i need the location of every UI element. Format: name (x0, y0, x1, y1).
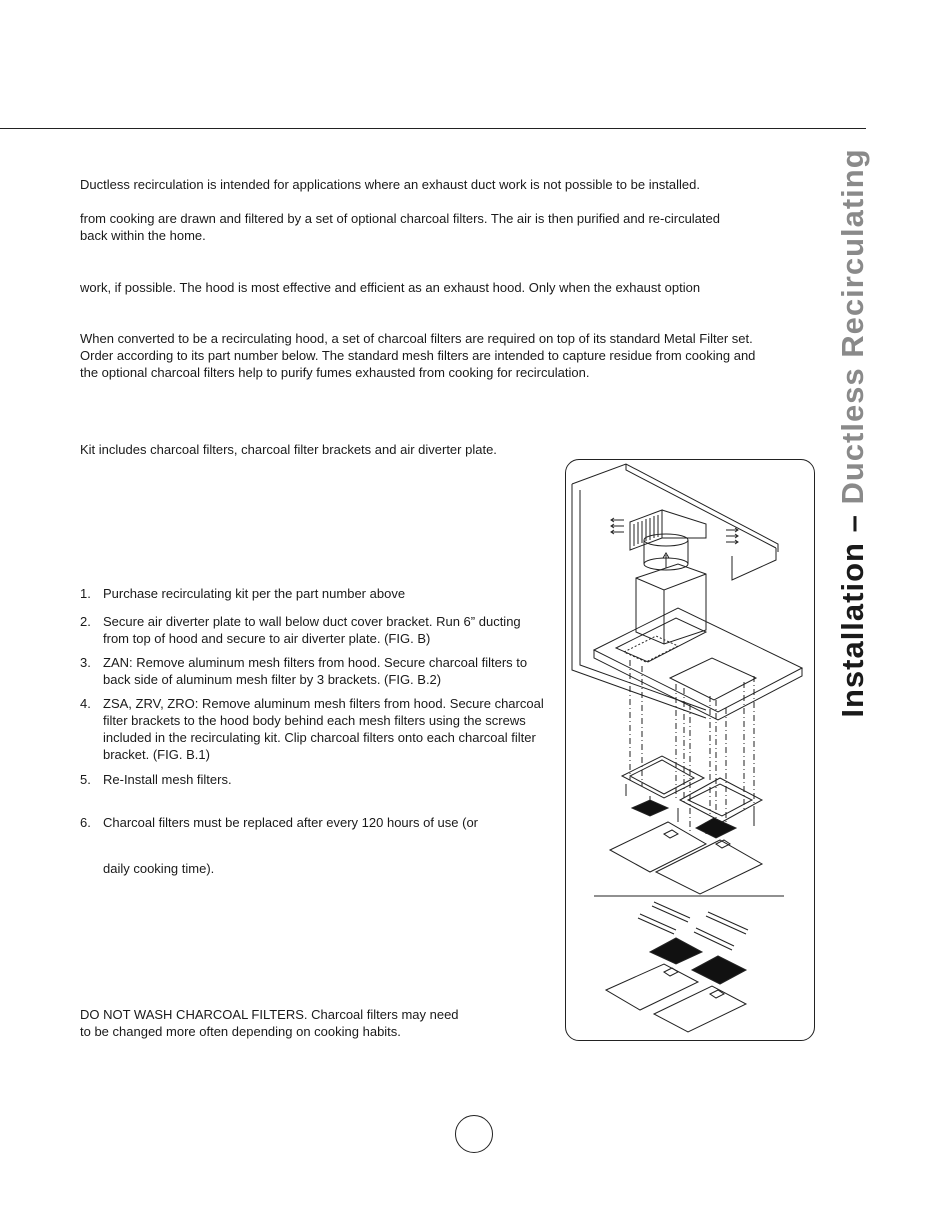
step-item (80, 814, 550, 831)
step-item (80, 585, 550, 602)
step-number: 5. (80, 772, 91, 787)
step-text: Re-Install mesh filters. (103, 772, 232, 787)
step-item (80, 654, 550, 688)
step-number: 1. (80, 586, 91, 601)
warning-line-1: DO NOT WASH CHARCOAL FILTERS. Charcoal filters may need (80, 1007, 459, 1022)
intro-paragraph-1: Ductless recirculation is intended for applications where an exhaust duct work is not possible to be installed. (80, 177, 701, 192)
step-text: ZAN: Remove aluminum mesh filters from hood. Secure charcoal filters to back side of aluminum mesh filter by 3 brackets. (FIG. B.2) (103, 655, 528, 687)
step-number: 3. (80, 655, 91, 670)
installation-figure (565, 459, 815, 1041)
step-number: 6. (80, 815, 91, 830)
step-item (80, 613, 550, 647)
bracket-strips (638, 902, 748, 950)
step-text: ZSA, ZRV, ZRO: Remove aluminum mesh filters from hood. Secure charcoal filter brackets to the hood body behind each mesh filters using the screws included in the recirculating kit. Clip charcoal filters onto each charcoal filter bracket. (FIG. B.1) (103, 696, 544, 762)
side-title-part-1: Installation – (835, 504, 870, 718)
intro-paragraph-3: work, if possible. The hood is most effective and efficient as an exhaust hood. Only when the exhaust option (80, 280, 701, 295)
step-number: 4. (80, 696, 91, 711)
side-section-title (835, 148, 871, 717)
step-item (80, 695, 550, 763)
step-text: Charcoal filters must be replaced after every 120 hours of use (or (103, 815, 479, 830)
range-hood-exploded-diagram (566, 460, 815, 1041)
step-6-continuation: daily cooking time). (103, 861, 215, 876)
step-text: Purchase recirculating kit per the part number above (103, 586, 406, 601)
wall-and-ceiling (572, 464, 778, 718)
charcoal-filter-brackets (622, 756, 762, 834)
hood-body (594, 608, 802, 720)
kit-includes-text: Kit includes charcoal filters, charcoal filter brackets and air diverter plate. (80, 442, 497, 457)
header-rule (0, 128, 866, 129)
step-item (80, 771, 550, 788)
step-number: 2. (80, 614, 91, 629)
intro-paragraph-2: from cooking are drawn and filtered by a set of optional charcoal filters. The air is then purified and re-circulated back within the home. (80, 211, 720, 243)
step-text: Secure air diverter plate to wall below duct cover bracket. Run 6” ducting from top of hood and secure to air diverter plate. (FIG. B) (103, 614, 521, 646)
intro-paragraph-4: When converted to be a recirculating hood, a set of charcoal filters are required on top of its standard Metal Filter set. Order according to its part number below. The standard mesh filters are intended to capture residue from cooking and the optional charcoal filters help to purify fumes exhausted from cooking for recirculation. (80, 331, 756, 380)
mesh-filters (610, 822, 762, 894)
installation-steps (80, 585, 550, 831)
page-number-circle (455, 1115, 493, 1153)
side-title-part-2: Ductless Recirculating (835, 148, 870, 505)
warning-line-2: to be changed more often depending on cooking habits. (80, 1024, 401, 1039)
